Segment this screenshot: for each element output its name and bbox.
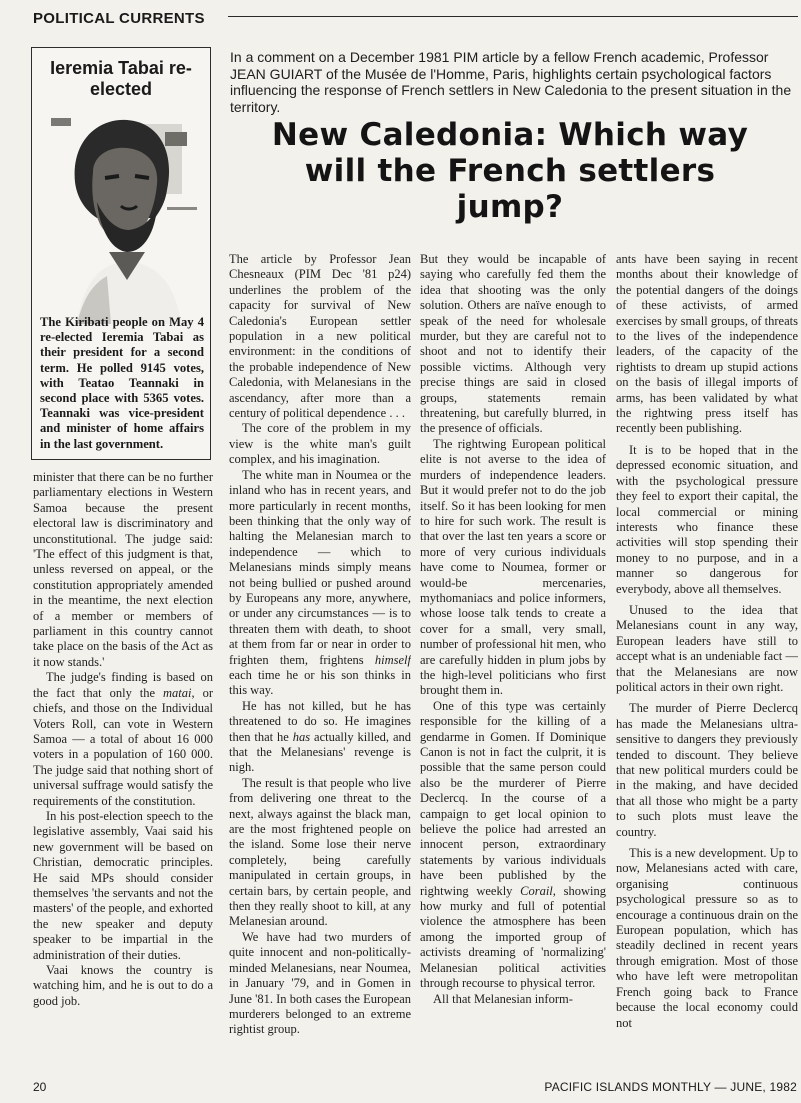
column-2 bbox=[229, 252, 411, 1072]
paragraph: We have had two murders of quite innocent and non-politically-minded Melanesians, near Noumea, in January '79, and in Gomen in June '81. In both cases the European murderers belonged to an extreme rightist group. bbox=[229, 929, 411, 1037]
inline-term: Corail bbox=[520, 883, 553, 898]
photo-caption: The Kiribati people on May 4 re-elected Ieremia Tabai as their president for a second term. He polled 9145 votes, with Teatao Teannaki in second place with 5365 votes. Teannaki was vice-president and minister of home affairs in the last government. bbox=[40, 315, 204, 451]
column-4 bbox=[616, 252, 798, 1072]
headline: New Caledonia: Which way will the French settlers jump? bbox=[271, 117, 749, 225]
paragraph: The article by Professor Jean Chesneaux (PIM Dec '81 p24) underlines the problem of the capacity for survival of New Caledonia's European settler population in a new political environment: in the conditions of the probable independence of New Caledonia, with Melanesians in the ascendancy, after more than a century of political dependence . . . bbox=[229, 252, 411, 421]
paragraph: The result is that people who live from delivering one threat to the next, always against the black man, are the most frightened people on the island. Some lose their nerve completely, being carefully manipulated in certain groups, in certain bars, by certain people, and then they really shoot to kill, at any Melanesian around. bbox=[229, 775, 411, 929]
section-rule bbox=[228, 16, 798, 17]
paragraph: The murder of Pierre Declercq has made the Melanesians ultra-sensitive to dangers they previously tended to discount. They believe that new political murders could be in the making, and have decided that all those who might be a party to such plots must leave the country. bbox=[616, 701, 798, 839]
paragraph: He has not killed, but he has threatened to do so. He imagines then that he has actually killed, and that the Melanesians' revenge is nigh. bbox=[229, 698, 411, 775]
paragraph: But they would be incapable of saying who carefully fed them the idea that shooting was the only solution. Others are naïve enough to speak of the need for wholesale murder, but they are careful not to shoot and not to identify their possible victims. Although very precise things are said in closed groups, statements remain threatening, but carefully blurred, in the presence of officials. bbox=[420, 252, 606, 436]
paragraph: All that Melanesian inform- bbox=[433, 991, 573, 1006]
paragraph: Vaai knows the country is watching him, and he is out to do a good job. bbox=[33, 963, 213, 1008]
paragraph: The core of the problem in my view is the white man's guilt complex, and his imagination. bbox=[229, 421, 411, 467]
paragraph: In his post-election speech to the legislative assembly, Vaai said his new government will be based on Christian, democratic principles. He said MPs should consider themselves 'the servants and not the masters' of the people, and exhorted the new speaker and deputy speaker to be impartial in the administration of their duties. bbox=[33, 808, 213, 962]
magazine-footer: PACIFIC ISLANDS MONTHLY — JUNE, 1982 bbox=[544, 1080, 797, 1094]
paragraph: It is to be hoped that in the depressed economic situation, and with the psychological pressure they feel to export their capital, the local commercial or mining interests who finance these activities will stop spending their money to no purpose, and in a manner so dangerous for everybody, above all themselves. bbox=[616, 442, 798, 596]
inline-term: has bbox=[292, 729, 311, 744]
paragraph: The judge's finding is based on the fact that only the matai, or chiefs, and those on the Individual Voters Roll, can vote in Western Samoa — a total of about 16 000 voters in a population of 160 000. The judge said that nothing short of universal suffrage would satisfy the requirements of the constitution. bbox=[33, 670, 213, 808]
column-3 bbox=[420, 252, 606, 1072]
page-number: 20 bbox=[33, 1080, 47, 1094]
paragraph: The white man in Noumea or the inland who has in recent years, and more particularly in recent months, been thinking that the only way of halting the Melanesian march to independence — which to Melanesians minds simply means not being bullied or pushed around by Europeans any more, anywhere, or under any circumstances — is to threaten them with death, to shoot at them from far or near in order to frighten them, frightens himself each time he or his son thinks in this way. bbox=[229, 467, 411, 698]
inline-term: himself bbox=[374, 652, 411, 667]
paragraph: The rightwing European political elite is not averse to the idea of murders of independence leaders. But it would prefer not to do the job itself. So it has been looking for men to hire for such work. The result is that over the last ten years a score or more of very curious individuals have come to Noumea, former or would-be mercenaries, mythomaniacs and police informers, whose loose talk tends to create a cover for a small, very small, number of professional hit men, who are carefully hidden in plum jobs by the high-level politicians who first brought them in. bbox=[420, 436, 606, 698]
paragraph: ants have been saying in recent months about their knowledge of the potential dangers of the doings of these activists, of armed exercises by small groups, of threats to the lives of the independence leaders, of the capacity of the rightists to dream up stupid actions on the basis of illegal imports of arms, has been validated by what the rightwing press itself has recently been publishing. bbox=[616, 252, 798, 436]
intro-text: In a comment on a December 1981 PIM article by a fellow French academic, Professor JEAN GUIART of the Musée de l'Homme, Paris, highlights certain psychological factors influencing the response of French settlers in New Caledonia to the present situation in the territory. bbox=[230, 49, 792, 115]
paragraph: One of this type was certainly responsible for the killing of a gendarme in Gomen. If Dominique Canon is not in fact the culprit, it is possible that the same person could also be the murderer of Pierre Declercq. In the course of a campaign to get local opinion to believe the police had arrested an innocent person, extraordinary statements by various individuals have been published by the rightwing weekly Corail, showing how murky and full of potential violence the atmosphere has been among the imported group of activists dreaming of 'normalizing' Melanesian political activities through recourse to physical terror. bbox=[420, 698, 606, 991]
sidebar-title: Ieremia Tabai re-elected bbox=[50, 58, 192, 99]
paragraph: minister that there can be no further parliamentary elections in Western Samoa because the present electoral law is discriminatory and unconstitutional. The judge said: 'The effect of this judgment is that, unless reversed on appeal, or the constitution appropriately amended in the meantime, the next election of a member or members of parliament in this country cannot take place on the basis of the Act as it now stands.' bbox=[33, 470, 213, 669]
sidebar-box bbox=[31, 47, 211, 460]
paragraph: This is a new development. Up to now, Melanesians acted with care, organising continuous psychological pressure so as to encourage a continuous drain on the European population, which has steadily declined in recent years through emigration. Most of those who have left were metropolitan French going back to France because the local economy could not bbox=[616, 846, 798, 1030]
inline-term: matai bbox=[163, 685, 192, 700]
portrait-photo bbox=[47, 112, 197, 342]
section-label: POLITICAL CURRENTS bbox=[33, 10, 205, 27]
paragraph: Unused to the idea that Melanesians count in any way, European leaders have still to accept what is an undeniable fact — that the Melanesians are now political actors in their own right. bbox=[616, 602, 798, 694]
column-1 bbox=[33, 470, 213, 1070]
